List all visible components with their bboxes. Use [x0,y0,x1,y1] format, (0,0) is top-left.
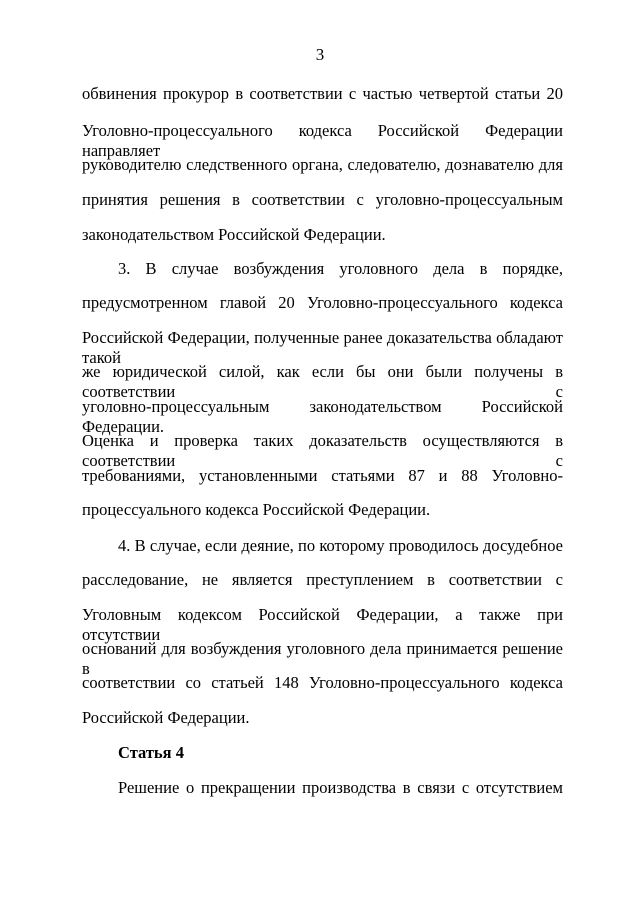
text-line: уголовно-процессуальным законодательством Российской Федерации. [82,397,563,436]
text-line: Российской Федерации. [82,708,250,727]
text-line: расследование, не является преступлением в соответствии с [82,570,563,589]
text-line: Уголовно-процессуального кодекса Российской Федерации направляет [82,121,563,160]
text-line: Оценка и проверка таких доказательств осуществляются в соответствии с [82,431,563,470]
text-line: процессуального кодекса Российской Федерации. [82,500,431,519]
text-line: соответствии со статьей 148 Уголовно-процессуального кодекса [82,673,563,692]
text-line: оснований для возбуждения уголовного дела принимается решение в [82,639,563,678]
text-line: руководителю следственного органа, следователю, дознавателю для [82,155,563,174]
text-line: законодательством Российской Федерации. [82,225,386,244]
text-line: обвинения прокурор в соответствии с частью четвертой статьи 20 [82,84,563,103]
text-line: требованиями, установленными статьями 87 и 88 Уголовно- [82,466,563,485]
text-line: Уголовным кодексом Российской Федерации, а также при отсутствии [82,605,563,644]
article-heading: Статья 4 [118,743,184,762]
text-line: принятия решения в соответствии с уголовно-процессуальным [82,190,563,209]
text-line: Российской Федерации, полученные ранее доказательства обладают такой [82,328,563,367]
text-line: предусмотренном главой 20 Уголовно-процессуального кодекса [82,293,563,312]
paragraph-start-line: 4. В случае, если деяние, по которому проводилось досудебное [118,536,563,555]
page-number: 3 [315,45,325,64]
paragraph-start-line: Решение о прекращении производства в связи с отсутствием [118,778,563,797]
text-line: же юридической силой, как если бы они были получены в соответствии с [82,362,563,401]
paragraph-start-line: 3. В случае возбуждения уголовного дела в порядке, [118,259,563,278]
